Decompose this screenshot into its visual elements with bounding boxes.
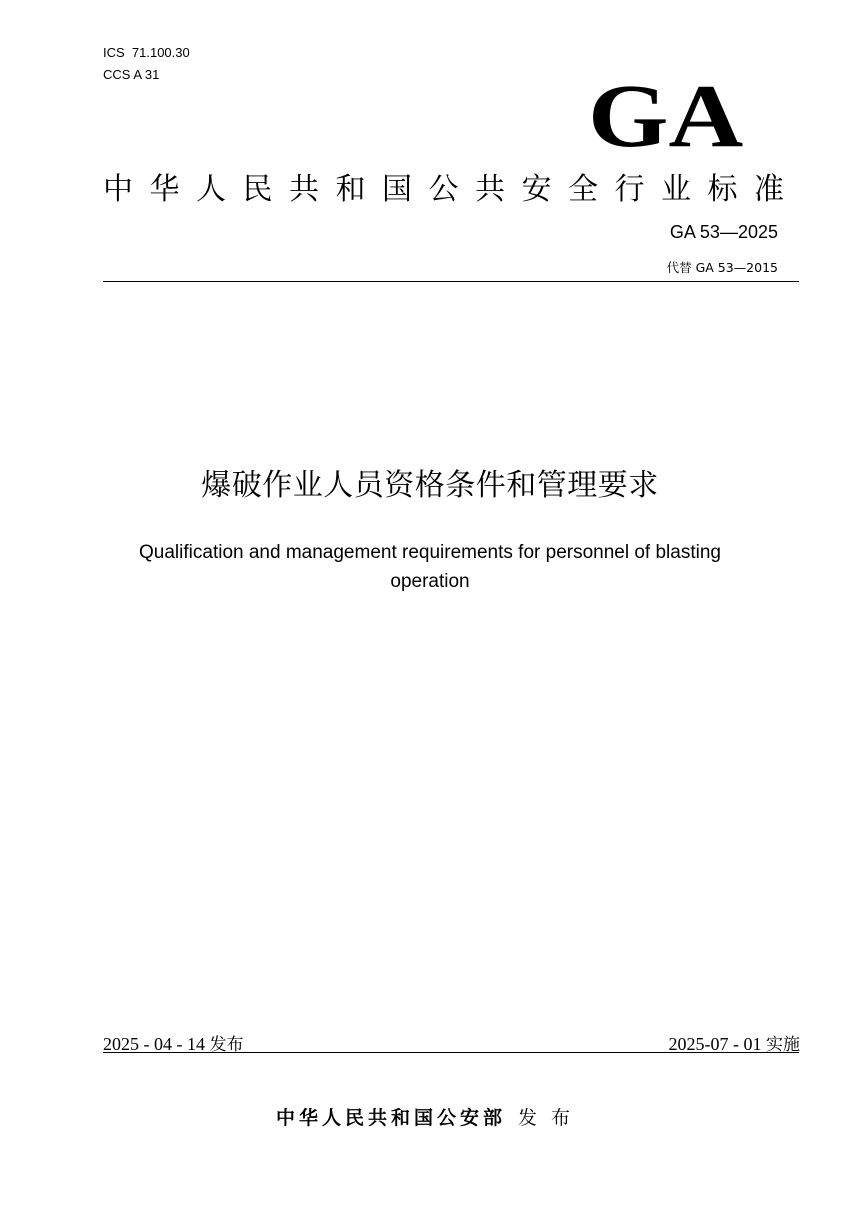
issuer-organization: 中华人民共和国公安部 xyxy=(275,1107,506,1129)
replaces-standard: 代替 GA 53—2015 xyxy=(666,260,778,275)
effective-date-value: 2025-07 - 01 xyxy=(668,1034,766,1054)
document-title-english: Qualification and management requirements for personnel of blasting operation xyxy=(139,542,721,592)
standard-category-title: 中华人民共和国公共安全行业标准 xyxy=(103,172,801,207)
effective-label: 实施 xyxy=(766,1035,800,1055)
classification-codes xyxy=(103,42,190,86)
ics-code: ICS 71.100.30 xyxy=(103,45,190,60)
header-divider xyxy=(103,281,799,282)
issuer-line xyxy=(0,1104,860,1132)
publish-date-value: 2025 - 04 - 14 xyxy=(103,1034,210,1054)
standard-number: GA 53—2025 xyxy=(669,222,778,242)
issue-verb: 发布 xyxy=(518,1107,585,1129)
ga-logo: GA xyxy=(588,67,744,166)
document-title-chinese: 爆破作业人员资格条件和管理要求 xyxy=(201,468,659,503)
footer-divider xyxy=(103,1052,799,1053)
ccs-code: CCS A 31 xyxy=(103,67,160,82)
publish-label: 发布 xyxy=(209,1035,244,1055)
